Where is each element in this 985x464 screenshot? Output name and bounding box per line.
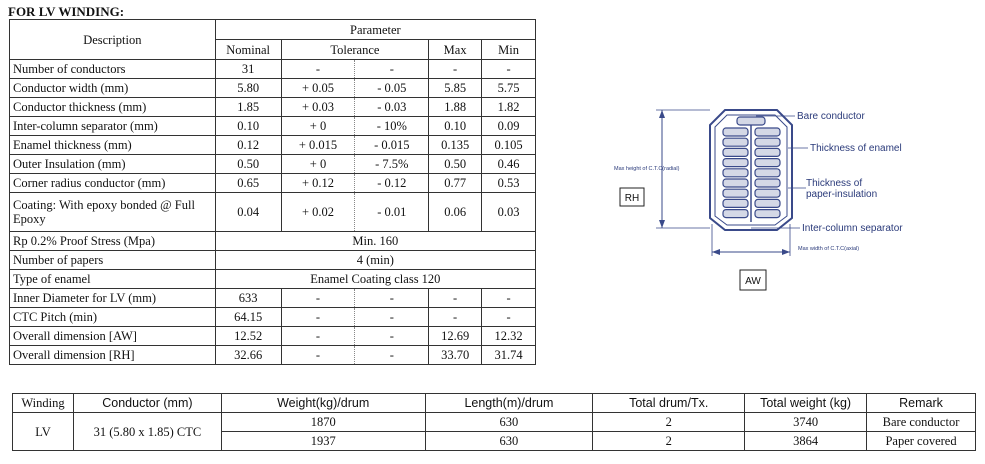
tolerance-plus-cell: + 0 xyxy=(281,117,355,136)
min-cell: - xyxy=(482,289,536,308)
max-cell: - xyxy=(429,308,482,327)
bare-conductor-strand xyxy=(737,117,765,125)
drums-cell: 2 xyxy=(593,432,745,451)
min-cell: 0.53 xyxy=(482,174,536,193)
tolerance-plus-cell: + 0.02 xyxy=(281,193,355,232)
max-cell: 0.50 xyxy=(429,155,482,174)
row-description: Number of papers xyxy=(10,251,216,270)
min-cell: 31.74 xyxy=(482,346,536,365)
header-parameter: Parameter xyxy=(215,20,535,40)
conductor-strand-left xyxy=(723,199,748,207)
table-row xyxy=(10,346,536,365)
tolerance-minus-cell: - xyxy=(355,60,429,79)
conductor-strand-right xyxy=(755,199,780,207)
table-row xyxy=(10,98,536,117)
row-description: Rp 0.2% Proof Stress (Mpa) xyxy=(10,232,216,251)
tolerance-minus-cell: - xyxy=(355,327,429,346)
tolerance-plus-cell: - xyxy=(281,60,355,79)
ctc-cross-section-diagram xyxy=(610,98,930,298)
lv-summary-table xyxy=(12,393,976,451)
row-description: Conductor thickness (mm) xyxy=(10,98,216,117)
table-row xyxy=(10,289,536,308)
table-row xyxy=(10,79,536,98)
conductor-strand-right xyxy=(755,169,780,177)
row-description: Conductor width (mm) xyxy=(10,79,216,98)
weight-cell: 1937 xyxy=(221,432,425,451)
tolerance-minus-cell: - xyxy=(355,289,429,308)
row-description: Inter-column separator (mm) xyxy=(10,117,216,136)
header-tolerance: Tolerance xyxy=(281,40,429,60)
conductor-strand-right xyxy=(755,128,780,136)
tolerance-minus-cell: - 0.12 xyxy=(355,174,429,193)
row-description: Corner radius conductor (mm) xyxy=(10,174,216,193)
max-cell: 0.06 xyxy=(429,193,482,232)
section-heading: FOR LV WINDING: xyxy=(8,4,125,19)
nominal-cell: 0.04 xyxy=(215,193,281,232)
remark-cell: Bare conductor xyxy=(867,413,976,432)
label-enamel-thickness: Thickness of enamel xyxy=(810,143,902,154)
table-row xyxy=(10,308,536,327)
length-cell: 630 xyxy=(425,432,593,451)
min-cell: - xyxy=(482,308,536,327)
min-cell: 0.09 xyxy=(482,117,536,136)
nominal-cell: 0.50 xyxy=(215,155,281,174)
header-total-weight: Total weight (kg) xyxy=(745,394,867,413)
tolerance-plus-cell: + 0.12 xyxy=(281,174,355,193)
drums-cell: 2 xyxy=(593,413,745,432)
header-drums: Total drum/Tx. xyxy=(593,394,745,413)
max-cell: 1.88 xyxy=(429,98,482,117)
header-winding: Winding xyxy=(13,394,74,413)
row-description: Inner Diameter for LV (mm) xyxy=(10,289,216,308)
table-row xyxy=(10,60,536,79)
max-cell: - xyxy=(429,289,482,308)
winding-cell: LV xyxy=(13,413,74,451)
length-cell: 630 xyxy=(425,413,593,432)
weight-cell: 1870 xyxy=(221,413,425,432)
row-description: Type of enamel xyxy=(10,270,216,289)
header-weight: Weight(kg)/drum xyxy=(221,394,425,413)
header-max: Max xyxy=(429,40,482,60)
table-row xyxy=(10,193,536,232)
header-length: Length(m)/drum xyxy=(425,394,593,413)
row-description: CTC Pitch (min) xyxy=(10,308,216,327)
remark-cell: Paper covered xyxy=(867,432,976,451)
lv-parameter-table xyxy=(9,19,536,365)
conductor-strand-right xyxy=(755,189,780,197)
min-cell: 0.03 xyxy=(482,193,536,232)
min-cell: - xyxy=(482,60,536,79)
tolerance-plus-cell: - xyxy=(281,308,355,327)
table-row xyxy=(10,174,536,193)
label-max-height: Max height of C.T.C(radial) xyxy=(614,166,680,172)
row-description: Overall dimension [RH] xyxy=(10,346,216,365)
label-paper-thickness-1: Thickness of xyxy=(806,178,863,189)
tolerance-minus-cell: - 0.03 xyxy=(355,98,429,117)
tolerance-minus-cell: - 0.05 xyxy=(355,79,429,98)
conductor-strand-left xyxy=(723,169,748,177)
max-cell: 33.70 xyxy=(429,346,482,365)
nominal-cell: 0.12 xyxy=(215,136,281,155)
tolerance-plus-cell: + 0.05 xyxy=(281,79,355,98)
nominal-cell: 5.80 xyxy=(215,79,281,98)
conductor-strand-left xyxy=(723,148,748,156)
table-row xyxy=(10,155,536,174)
header-conductor: Conductor (mm) xyxy=(73,394,221,413)
label-rh: RH xyxy=(624,193,640,204)
min-cell: 0.105 xyxy=(482,136,536,155)
nominal-cell: 0.65 xyxy=(215,174,281,193)
tolerance-minus-cell: - 0.01 xyxy=(355,193,429,232)
tolerance-minus-cell: - 0.015 xyxy=(355,136,429,155)
row-description: Overall dimension [AW] xyxy=(10,327,216,346)
conductor-strand-right xyxy=(755,138,780,146)
nominal-cell: 64.15 xyxy=(215,308,281,327)
label-bare-conductor: Bare conductor xyxy=(797,111,865,122)
conductor-strand-left xyxy=(723,179,748,187)
header-remark: Remark xyxy=(867,394,976,413)
conductor-strand-left xyxy=(723,128,748,136)
conductor-strand-left xyxy=(723,210,748,218)
tolerance-plus-cell: + 0.03 xyxy=(281,98,355,117)
max-cell: 0.77 xyxy=(429,174,482,193)
tolerance-plus-cell: - xyxy=(281,346,355,365)
row-description: Number of conductors xyxy=(10,60,216,79)
conductor-strand-right xyxy=(755,210,780,218)
row-description: Coating: With epoxy bonded @ Full Epoxy xyxy=(10,193,216,232)
row-merged-value: Min. 160 xyxy=(215,232,535,251)
tolerance-plus-cell: + 0.015 xyxy=(281,136,355,155)
row-merged-value: Enamel Coating class 120 xyxy=(215,270,535,289)
tolerance-minus-cell: - 7.5% xyxy=(355,155,429,174)
row-description: Enamel thickness (mm) xyxy=(10,136,216,155)
nominal-cell: 1.85 xyxy=(215,98,281,117)
conductor-strand-right xyxy=(755,179,780,187)
max-cell: 0.10 xyxy=(429,117,482,136)
conductor-strand-right xyxy=(755,159,780,167)
tolerance-minus-cell: - xyxy=(355,308,429,327)
total-weight-cell: 3864 xyxy=(745,432,867,451)
table-row xyxy=(10,327,536,346)
tolerance-minus-cell: - 10% xyxy=(355,117,429,136)
conductor-strand-left xyxy=(723,189,748,197)
row-merged-value: 4 (min) xyxy=(215,251,535,270)
table-row xyxy=(10,136,536,155)
label-max-width: Max width of C.T.C(axial) xyxy=(798,246,860,252)
tolerance-minus-cell: - xyxy=(355,346,429,365)
table-row xyxy=(10,117,536,136)
nominal-cell: 0.10 xyxy=(215,117,281,136)
row-description: Outer Insulation (mm) xyxy=(10,155,216,174)
nominal-cell: 32.66 xyxy=(215,346,281,365)
max-cell: 12.69 xyxy=(429,327,482,346)
conductor-cell: 31 (5.80 x 1.85) CTC xyxy=(73,413,221,451)
tolerance-plus-cell: - xyxy=(281,289,355,308)
max-cell: 5.85 xyxy=(429,79,482,98)
header-nominal: Nominal xyxy=(215,40,281,60)
max-cell: 0.135 xyxy=(429,136,482,155)
min-cell: 0.46 xyxy=(482,155,536,174)
label-paper-thickness-2: paper-insulation xyxy=(806,189,878,200)
nominal-cell: 633 xyxy=(215,289,281,308)
tolerance-plus-cell: + 0 xyxy=(281,155,355,174)
conductor-strand-left xyxy=(723,138,748,146)
nominal-cell: 31 xyxy=(215,60,281,79)
conductor-strand-right xyxy=(755,148,780,156)
max-cell: - xyxy=(429,60,482,79)
min-cell: 1.82 xyxy=(482,98,536,117)
conductor-strand-left xyxy=(723,159,748,167)
nominal-cell: 12.52 xyxy=(215,327,281,346)
total-weight-cell: 3740 xyxy=(745,413,867,432)
min-cell: 5.75 xyxy=(482,79,536,98)
header-description: Description xyxy=(10,20,216,60)
label-aw: AW xyxy=(745,276,761,287)
tolerance-plus-cell: - xyxy=(281,327,355,346)
min-cell: 12.32 xyxy=(482,327,536,346)
label-separator: Inter-column separator xyxy=(802,223,903,234)
header-min: Min xyxy=(482,40,536,60)
